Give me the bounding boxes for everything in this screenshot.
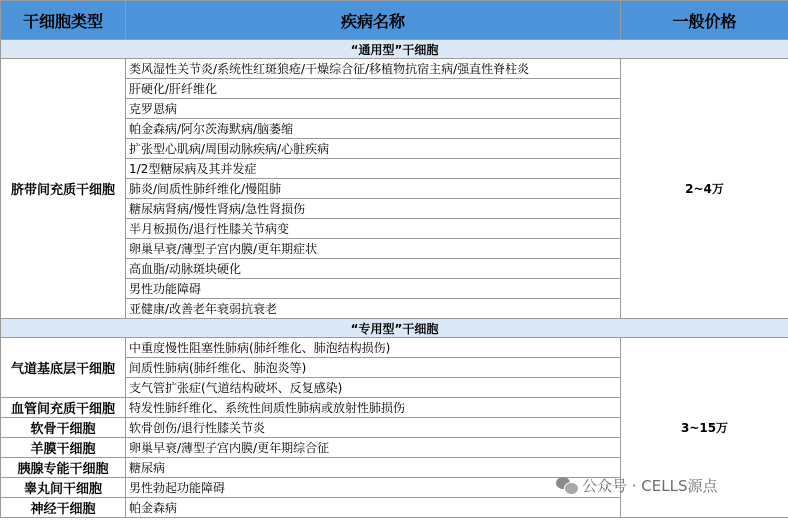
cell-type: 神经干细胞 bbox=[1, 498, 126, 518]
cell-disease: 软骨创伤/退行性膝关节炎 bbox=[126, 418, 621, 438]
cell-disease: 类风湿性关节炎/系统性红斑狼疮/干燥综合征/移植物抗宿主病/强直性脊柱炎 bbox=[126, 59, 621, 79]
section-row bbox=[1, 319, 788, 338]
cell-disease: 肝硬化/肝纤维化 bbox=[126, 79, 621, 99]
section-title: “通用型”干细胞 bbox=[1, 40, 788, 59]
header-cell-disease: 疾病名称 bbox=[126, 1, 621, 40]
cell-disease: 克罗恩病 bbox=[126, 99, 621, 119]
cell-type: 气道基底层干细胞 bbox=[1, 338, 126, 398]
cell-disease: 支气管扩张症(气道结构破坏、反复感染) bbox=[126, 378, 621, 398]
header-row bbox=[1, 1, 788, 40]
watermark-text: 公众号 · CELLS源点 bbox=[582, 476, 718, 495]
header-cell-type: 干细胞类型 bbox=[1, 1, 126, 40]
cell-disease: 卵巢早衰/薄型子宫内膜/更年期症状 bbox=[126, 239, 621, 259]
section-row bbox=[1, 40, 788, 59]
cell-disease: 糖尿病 bbox=[126, 458, 621, 478]
cell-disease: 肺炎/间质性肺纤维化/慢阻肺 bbox=[126, 179, 621, 199]
cell-type: 羊膜干细胞 bbox=[1, 438, 126, 458]
cell-disease: 中重度慢性阻塞性肺病(肺纤维化、肺泡结构损伤) bbox=[126, 338, 621, 358]
cell-disease: 扩张型心肌病/周围动脉疾病/心脏疾病 bbox=[126, 139, 621, 159]
cell-disease: 1/2型糖尿病及其并发症 bbox=[126, 159, 621, 179]
header-cell-price: 一般价格 bbox=[621, 1, 788, 40]
cell-disease: 卵巢早衰/薄型子宫内膜/更年期综合征 bbox=[126, 438, 621, 458]
cell-type: 软骨干细胞 bbox=[1, 418, 126, 438]
cell-disease: 男性勃起功能障碍 bbox=[126, 478, 621, 498]
cell-disease: 半月板损伤/退行性膝关节病变 bbox=[126, 219, 621, 239]
table-body bbox=[1, 40, 788, 518]
cell-price: 2~4万 bbox=[621, 59, 788, 319]
table-row bbox=[1, 59, 788, 79]
cell-type: 脐带间充质干细胞 bbox=[1, 59, 126, 319]
cell-disease: 糖尿病肾病/慢性肾病/急性肾损伤 bbox=[126, 199, 621, 219]
cell-disease: 亚健康/改善老年衰弱抗衰老 bbox=[126, 299, 621, 319]
cell-type: 睾丸间干细胞 bbox=[1, 478, 126, 498]
cell-type: 血管间充质干细胞 bbox=[1, 398, 126, 418]
cell-disease: 高血脂/动脉斑块硬化 bbox=[126, 259, 621, 279]
cell-disease: 帕金森病 bbox=[126, 498, 621, 518]
cell-type: 胰腺专能干细胞 bbox=[1, 458, 126, 478]
watermark bbox=[556, 475, 718, 495]
cell-disease: 男性功能障碍 bbox=[126, 279, 621, 299]
cell-disease: 特发性肺纤维化、系统性间质性肺病或放射性肺损伤 bbox=[126, 398, 621, 418]
wechat-icon bbox=[556, 476, 578, 494]
table-row bbox=[1, 338, 788, 358]
cell-price: 3~15万 bbox=[621, 338, 788, 518]
cell-disease: 帕金森病/阿尔茨海默病/脑萎缩 bbox=[126, 119, 621, 139]
cell-disease: 间质性肺病(肺纤维化、肺泡炎等) bbox=[126, 358, 621, 378]
section-title: “专用型”干细胞 bbox=[1, 319, 788, 338]
